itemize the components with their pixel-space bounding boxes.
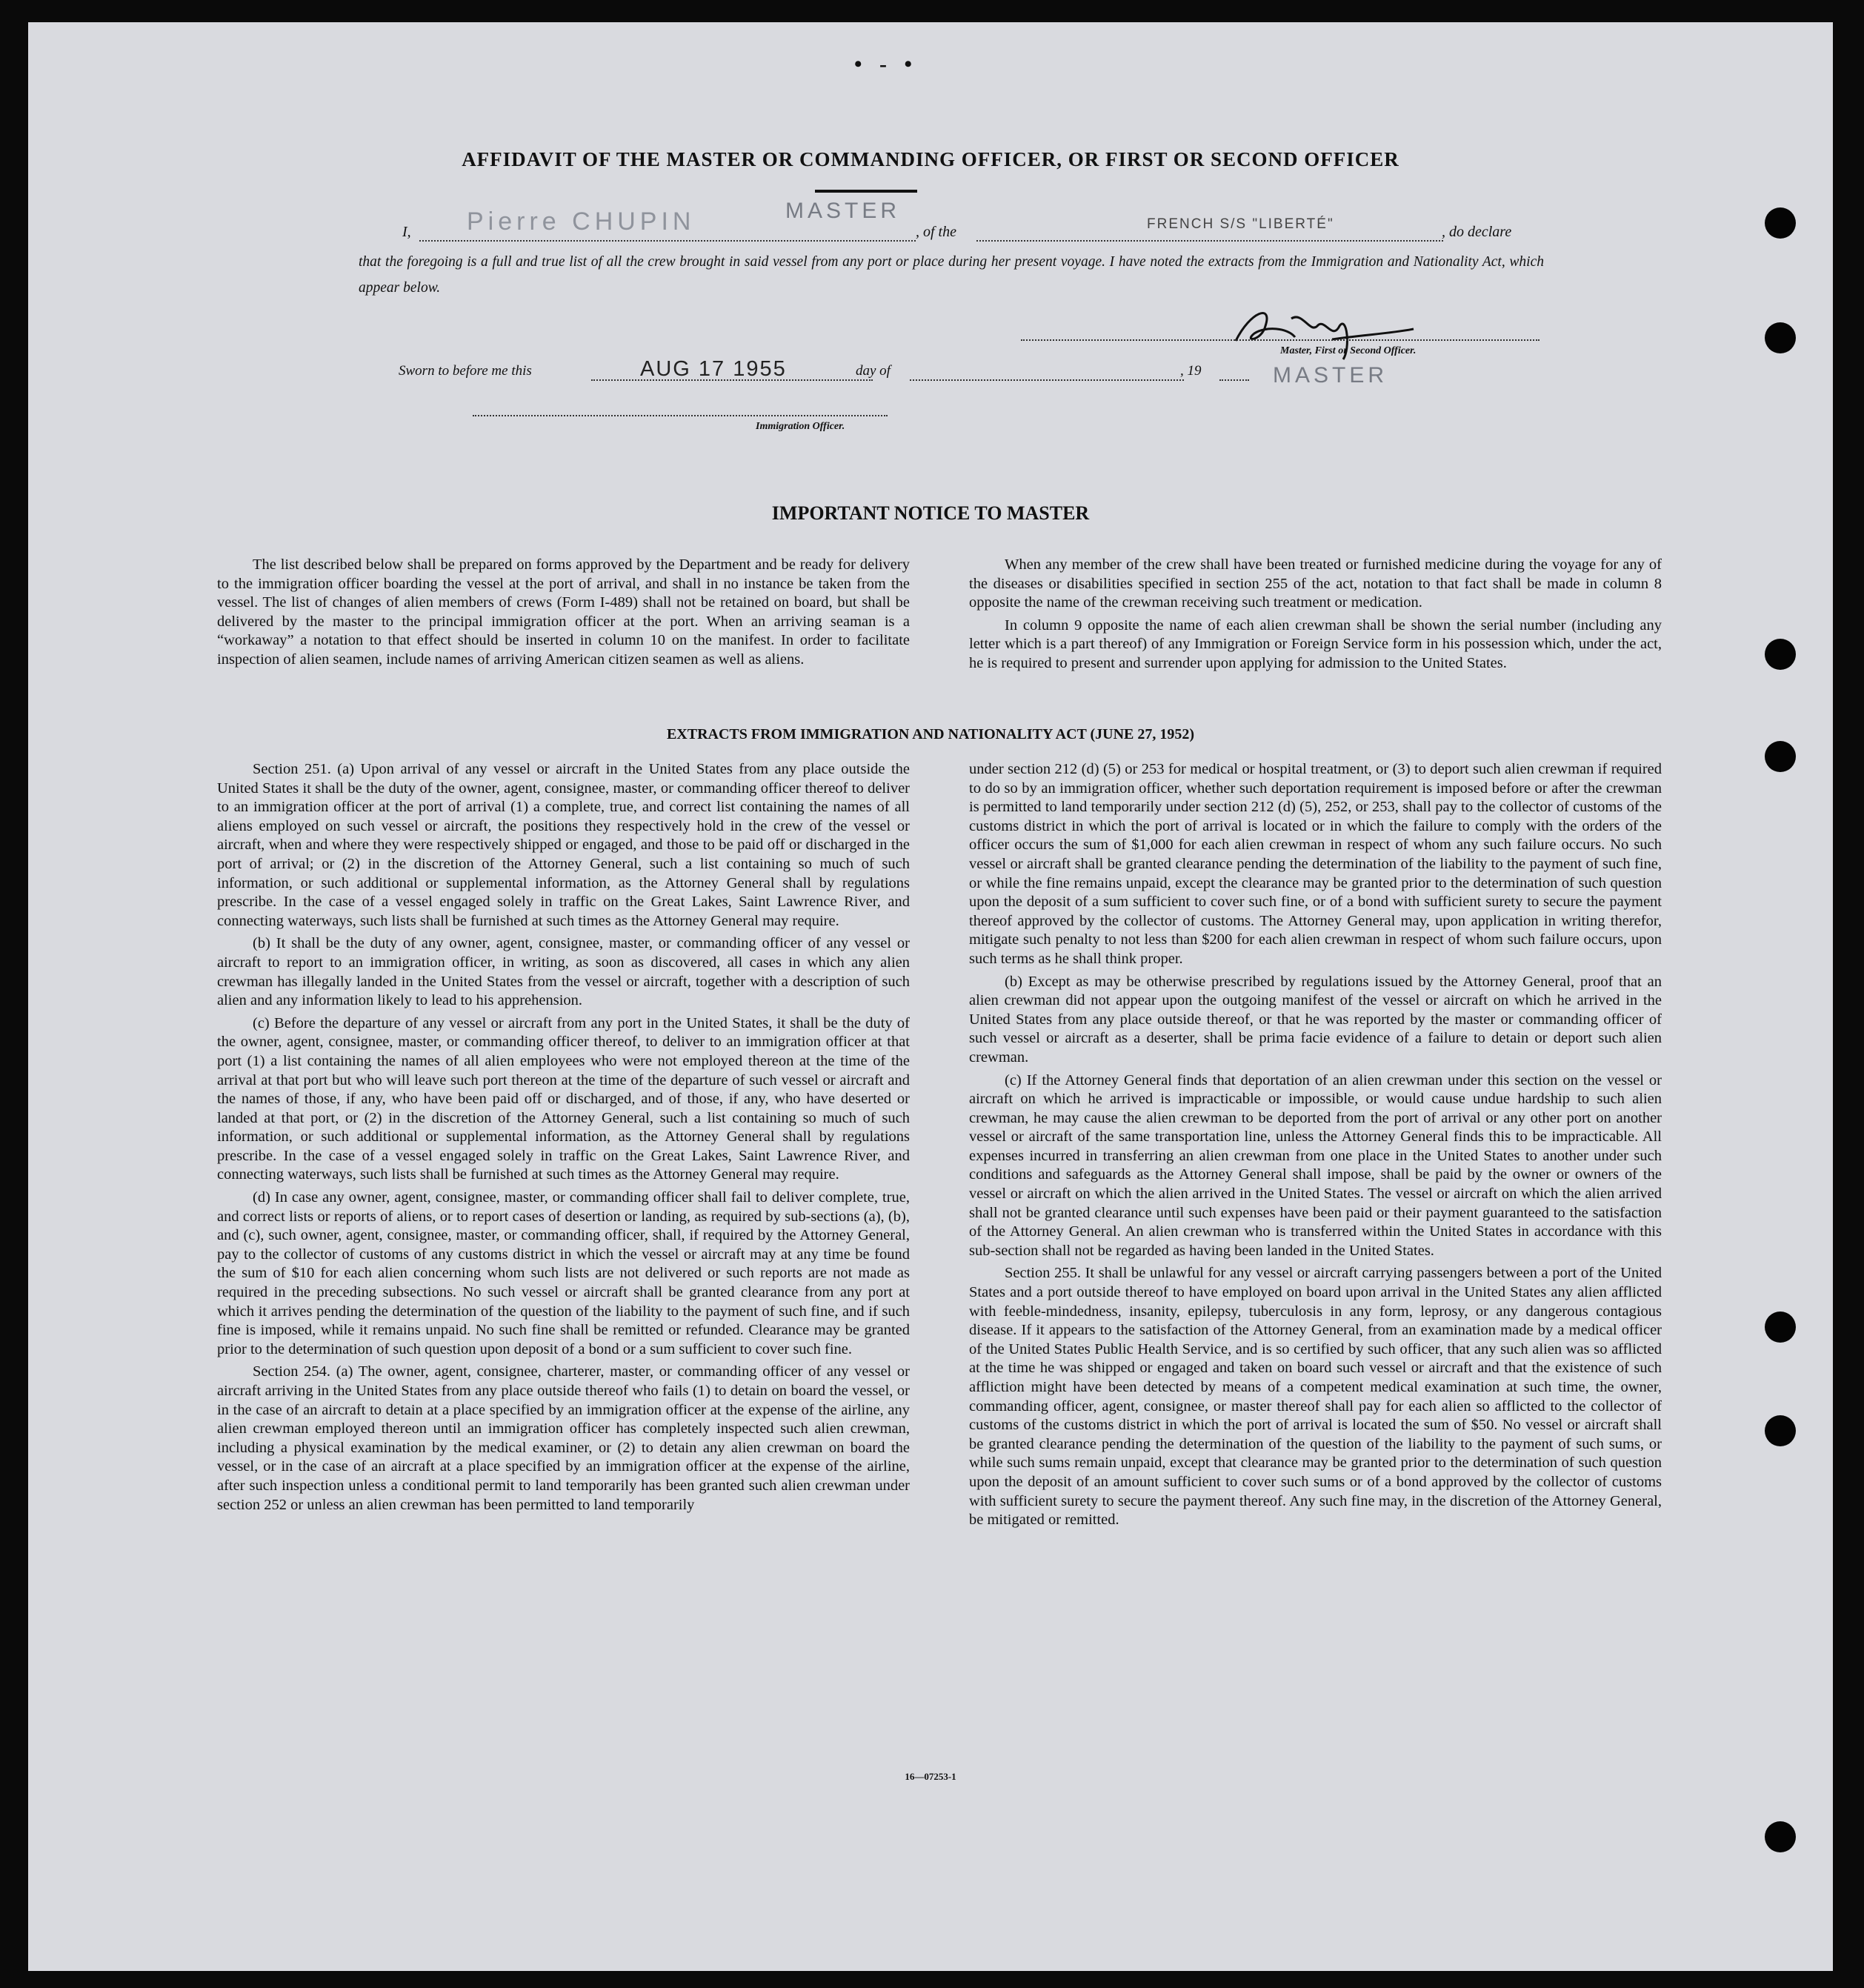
- extract-paragraph: Section 254. (a) The owner, agent, consignee, charterer, master, or commanding officer of any vessel or aircraft arriving in the United States from any place outside thereof who fails (1) to detain on board the vessel, or in the case of an aircraft to detain at a place specified by an immigration officer at the expense of the airline, any alien crewman employed thereon until an immigration officer has completely inspected such alien crewman, including a physical examination by the medical examiner, or (2) to detain any alien crewman on board the vessel, or in the case of an aircraft at a place specified by an immigration officer at the expense of the airline, after such inspection unless a conditional permit to land temporarily has been granted such alien crewman under section 252 or unless an alien crewman has been permitted to land temporarily: [217, 1363, 910, 1513]
- signature-dotted-line: [1021, 339, 1540, 341]
- page-mark: • - •: [854, 52, 918, 76]
- affidavit-title: AFFIDAVIT OF THE MASTER OR COMMANDING OFFICER, OR FIRST OR SECOND OFFICER: [462, 148, 1399, 170]
- extract-paragraph: (c) If the Attorney General finds that deportation of an alien crewman under this section on the vessel or aircraft on which he arrived is impracticable or impossible, or would cause undue hardship to such alien crewman, he may cause the alien crewman to be deported from the port of arrival or any other port on another vessel or aircraft of the same transportation line, unless the Attorney General finds this to be impracticable. All expenses incurred in transferring an alien crewman from one place in the United States to another under such conditions and safeguards as the Attorney General shall impose, shall be paid by the owner or owners of the vessel or aircraft on which the alien arrived in the United States. The vessel or aircraft on which the alien arrived shall not be granted clearance until such expenses have been paid or their payment guaranteed to the satisfaction of the Attorney General. An alien crewman who is transferred within the United States in accordance with this sub-section shall not be regarded as having been landed in the United States.: [969, 1071, 1662, 1259]
- document-page: [28, 22, 1833, 1971]
- month-dotted-line: [910, 379, 1184, 381]
- name-dotted-line: [419, 240, 916, 242]
- extracts-right-column: [969, 760, 1662, 1534]
- of-the-label: , of the: [916, 224, 956, 240]
- form-code: 16—07253-1: [905, 1771, 956, 1782]
- sworn-lead: Sworn to before me this: [399, 363, 532, 379]
- sworn-date-stamp: AUG 17 1955: [640, 357, 787, 381]
- notice-paragraph: The list described below shall be prepared on forms approved by the Department and be ready for delivery to the immigration officer boarding the vessel at the port of arrival, and shall in no instance be taken from the vessel. The list of changes of alien members of crews (Form I-489) shall not be retained on board, but shall be delivered by the master to the principal immigration officer at the port. When an arriving seaman is a “workaway” a notation to that effect should be inserted in column 10 on the manifest. In order to facilitate inspection of alien seamen, include names of arriving American citizen seamen as well as aliens.: [217, 556, 910, 668]
- binder-hole: [1765, 322, 1796, 353]
- extract-paragraph: under section 212 (d) (5) or 253 for medical or hospital treatment, or (3) to deport such alien crewman if required to do so by an immigration officer, whether such deportation requirement is imposed before or after the crewman is permitted to land temporarily under section 212 (d) (5), 252, or 253, shall pay to the collector of customs of the customs district in which the port of arrival is located or in which the failure to comply with the orders of the officer occurs the sum of $1,000 for each alien crewman in respect of whom any such failure occurs. No such vessel or aircraft shall be granted clearance pending the determination of the liability to the payment of such fine, or while the fine remains unpaid, except the clearance may be granted prior to the determination of such question upon the deposit of a sum sufficient to cover such fine, or of a bond with sufficient surety to secure the payment thereof approved by the collector of customs. The Attorney General may, upon application in writing therefor, mitigate such penalty to not less than $200 for each alien crewman in respect of whom such failure occurs, upon such terms as he shall think proper.: [969, 761, 1662, 967]
- notice-paragraph: When any member of the crew shall have been treated or furnished medicine during the voyage for any of the diseases or disabilities specified in section 255 of the act, notation to that fact shall be made in column 8 opposite the name of the crewman receiving such treatment or medication.: [969, 556, 1662, 611]
- extract-paragraph: (b) It shall be the duty of any owner, agent, consignee, master, or commanding officer of any vessel or aircraft to report to an immigration officer, in writing, as soon as discovered, all cases in which any alien crewman has illegally landed in the United States from the vessel or aircraft, together with a description of such alien and any information likely to lead to his apprehension.: [217, 935, 910, 1009]
- notice-title: IMPORTANT NOTICE TO MASTER: [771, 502, 1090, 524]
- officer-dotted-line: [473, 415, 888, 416]
- extract-paragraph: Section 255. It shall be unlawful for any vessel or aircraft carrying passengers between a port of the United States and a port outside thereof to have employed on board upon arrival in the United States any alien afflicted with feeble-mindedness, insanity, epilepsy, tuberculosis in any form, leprosy, or any dangerous contagious disease. If it appears to the satisfaction of the Attorney General, from an examination made by a medical officer of the United States Public Health Service, and is so certified by such officer, that any such alien was so afflicted at the time he was shipped or engaged and taken on board such vessel or aircraft and that the existence of such affliction might have been detected by means of a competent medical examination at such time, the owner, commanding officer, agent, consignee, or master thereof shall pay for each alien so afflicted to the collector of customs of the customs district in which the port of arrival is located the sum of $50. No vessel or aircraft shall be granted clearance pending the determination of the question of the liability to the payment of such sums, or while such sums remain unpaid, except that clearance may be granted prior to the determination of such question upon the deposit of an amount sufficient to cover such sums or of a bond approved by the collector of customs with sufficient surety to secure the payment thereof. Any such fine may, in the discretion of the Attorney General, be mitigated or remitted.: [969, 1265, 1662, 1529]
- binder-hole: [1765, 1821, 1796, 1852]
- extracts-left-column: [217, 760, 910, 1518]
- extracts-title: EXTRACTS FROM IMMIGRATION AND NATIONALITY ACT (JUNE 27, 1952): [666, 726, 1195, 742]
- notice-paragraph: In column 9 opposite the name of each alien crewman shall be shown the serial number (including any letter which is a part thereof) of any Immigration or Foreign Service form in his possession which, under the act, he is required to present and surrender upon applying for admission to the United States.: [969, 616, 1662, 671]
- vessel-dotted-line: [976, 240, 1443, 242]
- rank-stamp: MASTER: [785, 199, 901, 223]
- year-prefix-label: , 19: [1180, 363, 1202, 379]
- notice-right-column: [969, 556, 1662, 677]
- extract-paragraph: Section 251. (a) Upon arrival of any vessel or aircraft in the United States from any place outside the United States it shall be the duty of the owner, agent, consignee, master, or commanding officer thereof to deliver to an immigration officer at the port of arrival (1) a complete, true, and correct list containing the names of all aliens employed on such vessel or aircraft, the positions they respectively hold in the crew of the vessel or aircraft, when and where they were respectively shipped or engaged, and those to be paid off or discharged in the port of arrival; or (2) in the discretion of the Attorney General, such a list containing so much of such information, or such additional or supplemental information, as the Attorney General shall by regulations prescribe. In the case of a vessel engaged solely in traffic on the Great Lakes, Saint Lawrence River, and connecting waterways, such lists shall be furnished at such times as the Attorney General may require.: [217, 761, 910, 929]
- year-dotted-line: [1219, 379, 1249, 381]
- notice-left-column: [217, 556, 910, 674]
- vessel-name-field: FRENCH S/S "LIBERTÉ": [1147, 216, 1334, 232]
- title-underline: [815, 190, 917, 193]
- day-of-label: day of: [856, 363, 891, 379]
- signature-caption: Master, First or Second Officer.: [1280, 345, 1417, 356]
- binder-hole: [1765, 207, 1796, 239]
- extract-paragraph: (c) Before the departure of any vessel or aircraft from any port in the United States, it shall be the duty of the owner, agent, consignee, master, or commanding officer thereof, to deliver to an immigration officer at that port (1) a list containing the names of all alien employees who were not employed thereon at the time of the arrival at that port but who will leave such port thereon at the time of the departure of such vessel or aircraft and the names of those, if any, who have been paid off or discharged, and of those, if any, who have deserted or landed at that port, or (2) in the discretion of the Attorney General, such a list containing so much of such information, or such additional or supplemental information, as the Attorney General shall by regulations prescribe. In the case of a vessel engaged solely in traffic on the Great Lakes, Saint Lawrence River, and connecting waterways, such lists shall be furnished at such times as the Attorney General may require.: [217, 1014, 910, 1183]
- do-declare-label: , do declare: [1442, 224, 1512, 240]
- binder-hole: [1765, 639, 1796, 670]
- binder-hole: [1765, 1415, 1796, 1446]
- declaration-lead: I,: [402, 224, 411, 240]
- binder-hole: [1765, 1312, 1796, 1343]
- master-name-field: Pierre CHUPIN: [467, 207, 696, 236]
- extract-paragraph: (b) Except as may be otherwise prescribed by regulations issued by the Attorney General, proof that an alien crewman did not appear upon the outgoing manifest of the vessel or aircraft on which he arrived in the United States from any place outside thereof, or that he was reported by the master or commanding officer of such vessel or aircraft as a deserter, shall be prima facie evidence of a failure to detain or deport such alien crewman.: [969, 973, 1662, 1066]
- master-stamp: MASTER: [1273, 363, 1388, 388]
- declaration-text: that the foregoing is a full and true list of all the crew brought in said vessel from any port or place during her present voyage. I have noted the extracts from the Immigration and Nationality Act, which appear below.: [359, 254, 1544, 296]
- officer-caption: Immigration Officer.: [756, 421, 845, 432]
- binder-hole: [1765, 741, 1796, 772]
- extract-paragraph: (d) In case any owner, agent, consignee, master, or commanding officer shall fail to deliver complete, true, and correct lists or reports of aliens, or to report cases of desertion or landing, as required by sub-sections (a), (b), and (c), such owner, agent, consignee, master, or commanding officer, shall, if required by the Attorney General, pay to the collector of customs of any customs district in which the vessel or aircraft may at any time be found the sum of $10 for each alien concerning whom such lists are not delivered or such reports are not made as required in the preceding subsections. No such vessel or aircraft shall be granted clearance from any port at which it arrives pending the determination of the question of the liability to the payment of such fine, and if such fine is imposed, while it remains unpaid. No such fine shall be remitted or refunded. Clearance may be granted prior to the determination of such question upon deposit of a bond or a sum sufficient to cover such fine.: [217, 1189, 910, 1357]
